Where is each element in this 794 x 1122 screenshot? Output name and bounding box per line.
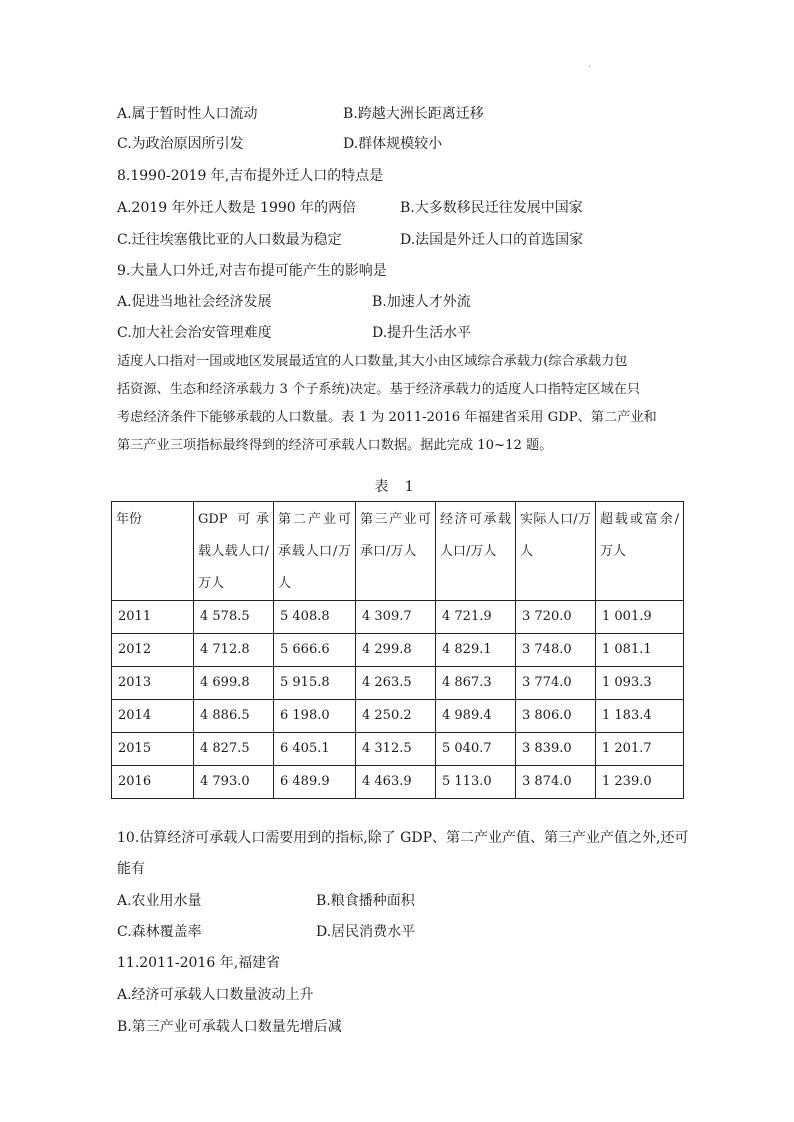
table-cell: 1 201.7: [596, 733, 684, 766]
header-secondary: 第二产业可承载人口/万人: [274, 502, 356, 601]
q11-option-a: A.经济可承载人口数量波动上升: [117, 987, 314, 1003]
table-cell: 3 874.0: [516, 766, 596, 799]
table-caption: 表 1: [374, 479, 420, 495]
table-cell: 1 239.0: [596, 766, 684, 799]
header-economic: 经济可承载人口/万人: [436, 502, 516, 601]
table-cell: 3 720.0: [516, 601, 596, 634]
passage-line: 考虑经济条件下能够承载的人口数量。表 1 为 2011-2016 年福建省采用 GDP、第二产业和: [117, 410, 657, 425]
table-cell: 4 829.1: [436, 634, 516, 667]
q8-option-a: A.2019 年外迁人数是 1990 年的两倍: [117, 200, 357, 216]
cell-year: 2011: [112, 601, 194, 634]
population-table: [111, 501, 684, 799]
table-cell: 4 721.9: [436, 601, 516, 634]
table-header-row: [112, 502, 684, 601]
cell-year: 2014: [112, 700, 194, 733]
q8-option-b: B.大多数移民迁往发展中国家: [400, 200, 583, 216]
passage: [117, 348, 683, 460]
table-cell: 1 093.3: [596, 667, 684, 700]
table-cell: 5 915.8: [274, 667, 356, 700]
q8-option-c: C.迁往埃塞俄比亚的人口数最为稳定: [117, 232, 342, 248]
table-cell: 4 712.8: [194, 634, 274, 667]
table-cell: 6 198.0: [274, 700, 356, 733]
table-cell: 5 040.7: [436, 733, 516, 766]
table-row: [112, 700, 684, 733]
table-row: [112, 733, 684, 766]
q9-option-c: C.加大社会治安管理难度: [117, 325, 272, 341]
table-cell: 4 312.5: [356, 733, 436, 766]
q7-option-a: A.属于暂时性人口流动: [117, 106, 258, 122]
table-cell: 1 001.9: [596, 601, 684, 634]
table-cell: 5 666.6: [274, 634, 356, 667]
table-cell: 4 263.5: [356, 667, 436, 700]
header-surplus: 超载或富余/万人: [596, 502, 684, 601]
table-row: [112, 601, 684, 634]
passage-line: 第三产业三项指标最终得到的经济可承载人口数据。据此完成 10~12 题。: [117, 438, 553, 453]
table-row: [112, 667, 684, 700]
table-row: [112, 634, 684, 667]
q10-stem: 10.估算经济可承载人口需要用到的指标,除了 GDP、第二产业产值、第三产业产值之外,还可: [117, 830, 689, 846]
table-cell: 4 309.7: [356, 601, 436, 634]
table-cell: 6 489.9: [274, 766, 356, 799]
table-cell: 3 748.0: [516, 634, 596, 667]
table-cell: 4 886.5: [194, 700, 274, 733]
cell-year: 2015: [112, 733, 194, 766]
q10-option-a: A.农业用水量: [117, 893, 202, 909]
passage-line: 括资源、生态和经济承载力 3 个子系统)决定。基于经济承载力的适度人口指特定区域在只: [117, 382, 641, 397]
header-tertiary: 第三产业可承口/万人: [356, 502, 436, 601]
q11-stem: 11.2011-2016 年,福建省: [117, 955, 281, 971]
table-cell: 4 250.2: [356, 700, 436, 733]
q7-option-b: B.跨越大洲长距离迁移: [343, 106, 484, 122]
q10-option-b: B.粮食播种面积: [316, 893, 415, 909]
header-year: 年份: [112, 502, 194, 601]
q10-stem-cont: 能有: [117, 861, 145, 877]
q7-option-d: D.群体规模较小: [343, 136, 443, 152]
table-cell: 4 699.8: [194, 667, 274, 700]
passage-line: 适度人口指对一国或地区发展最适宜的人口数量,其大小由区域综合承载力(综合承载力包: [117, 354, 628, 369]
q11-option-b: B.第三产业可承载人口数量先增后减: [117, 1019, 342, 1035]
table-cell: 4 578.5: [194, 601, 274, 634]
cell-year: 2012: [112, 634, 194, 667]
header-gdp: GDP 可承载人载人口/万人: [194, 502, 274, 601]
page-mark: ·: [588, 62, 592, 73]
q8-stem: 8.1990-2019 年,吉布提外迁人口的特点是: [117, 168, 384, 184]
q9-option-b: B.加速人才外流: [372, 294, 471, 310]
table-cell: 3 806.0: [516, 700, 596, 733]
table-row: [112, 766, 684, 799]
q10-option-c: C.森林覆盖率: [117, 924, 202, 940]
table-cell: 1 183.4: [596, 700, 684, 733]
q10-option-d: D.居民消费水平: [316, 924, 416, 940]
table-cell: 4 463.9: [356, 766, 436, 799]
header-actual: 实际人口/万人: [516, 502, 596, 601]
q9-option-a: A.促进当地社会经济发展: [117, 294, 272, 310]
table-cell: 4 867.3: [436, 667, 516, 700]
q8-option-d: D.法国是外迁人口的首选国家: [400, 232, 584, 248]
table-cell: 4 827.5: [194, 733, 274, 766]
q7-option-c: C.为政治原因所引发: [117, 136, 244, 152]
table-cell: 3 774.0: [516, 667, 596, 700]
table-cell: 1 081.1: [596, 634, 684, 667]
table-cell: 4 793.0: [194, 766, 274, 799]
q9-option-d: D.提升生活水平: [372, 325, 472, 341]
table-cell: 4 989.4: [436, 700, 516, 733]
table-cell: 6 405.1: [274, 733, 356, 766]
q9-stem: 9.大量人口外迁,对吉布提可能产生的影响是: [117, 263, 387, 279]
table-cell: 5 113.0: [436, 766, 516, 799]
cell-year: 2013: [112, 667, 194, 700]
table-cell: 5 408.8: [274, 601, 356, 634]
table-cell: 3 839.0: [516, 733, 596, 766]
table-cell: 4 299.8: [356, 634, 436, 667]
cell-year: 2016: [112, 766, 194, 799]
